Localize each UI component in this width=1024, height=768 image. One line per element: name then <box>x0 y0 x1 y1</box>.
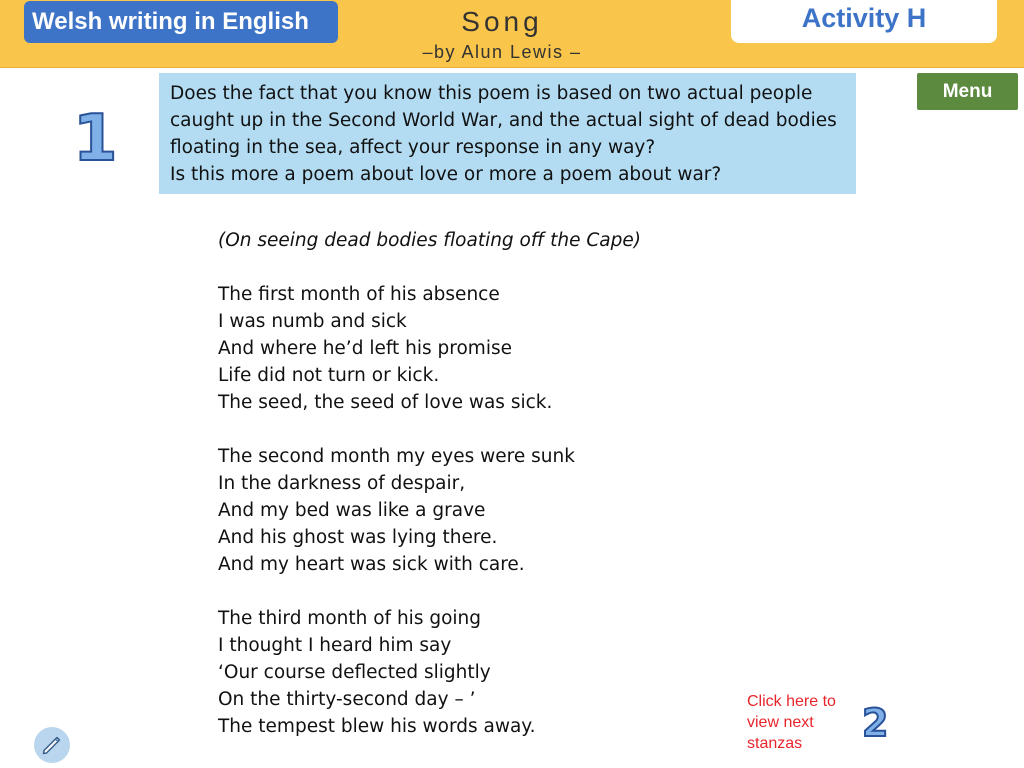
poem-line: On the thirty-second day – ’ <box>218 689 476 710</box>
question-line: caught up in the Second World War, and the actual sight of dead bodies <box>170 110 837 131</box>
poem-line: The seed, the seed of love was sick. <box>218 392 553 413</box>
poem-line: And my bed was like a grave <box>218 500 486 521</box>
poem-line: And my heart was sick with care. <box>218 554 525 575</box>
poem-line: Life did not turn or kick. <box>218 365 440 386</box>
next-link-line: stanzas <box>747 735 803 752</box>
poem-line: I thought I heard him say <box>218 635 452 656</box>
question-box <box>159 73 856 194</box>
next-number-button[interactable]: 2 <box>862 701 889 745</box>
poem-line: In the darkness of despair, <box>218 473 466 494</box>
poem-line: And his ghost was lying there. <box>218 527 498 548</box>
question-number: 1 <box>73 102 118 176</box>
poem-line: The tempest blew his words away. <box>218 716 536 737</box>
next-stanzas-link[interactable] <box>747 691 857 754</box>
question-line: Does the fact that you know this poem is based on two actual people <box>170 83 813 104</box>
pencil-icon[interactable] <box>34 727 70 763</box>
poem-line: I was numb and sick <box>218 311 407 332</box>
poem-line: And where he’d left his promise <box>218 338 512 359</box>
poem-line: The first month of his absence <box>218 284 500 305</box>
next-link-line: view next <box>747 714 814 731</box>
menu-button[interactable]: Menu <box>917 73 1018 110</box>
question-line: Is this more a poem about love or more a poem about war? <box>170 164 722 185</box>
poem-intro: (On seeing dead bodies floating off the Cape) <box>218 230 641 251</box>
header-bar <box>0 0 1024 68</box>
course-badge: Welsh writing in English <box>24 1 338 43</box>
next-link-line: Click here to <box>747 693 836 710</box>
poem-author: –by Alun Lewis – <box>422 42 582 62</box>
poem-line: The third month of his going <box>218 608 482 629</box>
poem-line: ‘Our course deflected slightly <box>218 662 491 683</box>
poem-line: The second month my eyes were sunk <box>218 446 575 467</box>
question-line: floating in the sea, affect your response in any way? <box>170 137 656 158</box>
poem-text <box>218 227 718 740</box>
activity-badge: Activity H <box>731 0 997 43</box>
page-title: Song <box>461 6 543 37</box>
